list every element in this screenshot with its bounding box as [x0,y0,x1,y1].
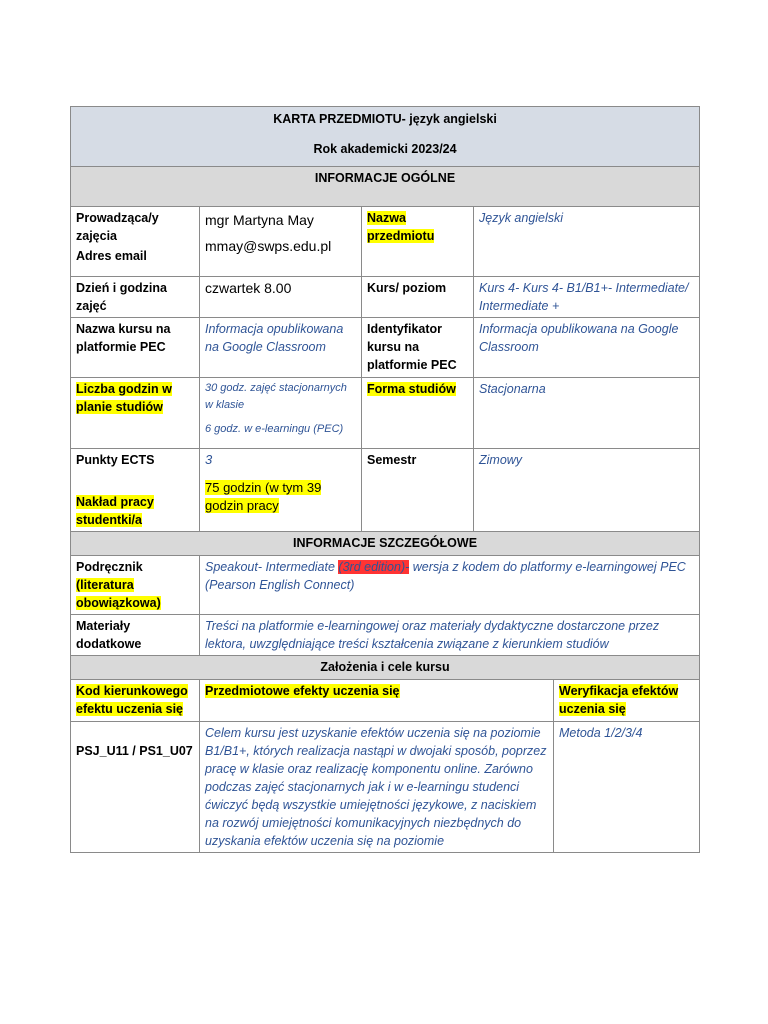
subject-label-cell [362,207,474,277]
day-value-cell [200,277,362,318]
course-label-cell [362,277,474,318]
teacher-label: Prowadząca/y zajęcia [76,211,159,243]
title-cell [71,107,700,167]
textbook-label: Podręcznik [76,560,143,574]
pec-id-value: Informacja opublikowana na Google Classroom [479,322,679,354]
day-label-cell [71,277,200,318]
course-value: Kurs 4- Kurs 4- B1/B1+- Intermediate/ Intermediate + [479,281,689,313]
textbook-value-edition: (3rd edition)- [338,560,410,574]
goals-col2-header-cell [200,680,554,722]
goals-code-cell [71,722,200,853]
subject-label: Nazwa przedmiotu [367,211,435,243]
teacher-label-cell [71,207,200,277]
day-label: Dzień i godzina zajęć [76,281,167,313]
goals-code: PSJ_U11 / PS1_U07 [76,744,193,758]
subject-value: Język angielski [479,211,564,225]
goals-verification-cell [554,722,700,853]
textbook-label-mandatory: (literatura obowiązkowa) [76,578,161,610]
pec-id-label-cell [362,318,474,378]
goals-section-title: Założenia i cele kursu [320,660,450,674]
goals-col2-header: Przedmiotowe efekty uczenia się [205,684,400,698]
document-title: KARTA PRZEDMIOTU- język angielski [273,112,497,126]
subject-value-cell [474,207,700,277]
academic-year: Rok akademicki 2023/24 [313,142,457,156]
pec-name-value: Informacja opublikowana na Google Classroom [205,322,344,354]
ects-label-cell [71,449,200,532]
workload-label: Nakład pracy studentki/a [76,487,194,527]
goals-col3-header: Weryfikacja efektów uczenia się [559,684,679,716]
goals-description: Celem kursu jest uzyskanie efektów uczenia się na poziomie B1/B1+, których realizacja nastąpi w dwojaki sposób, poprzez pracę w klasie oraz realizację komponentu online. Zarówno podczas zajęć stacjonarnych jak i w e-learningu studenci ćwiczyć będą wszystkie umiejętności językowe, z naciskiem na rozwój umiejętności komunikacyjnych niezbędnych do uzyskania efektów uczenia się na poziomie [205,726,547,848]
pec-id-value-cell [474,318,700,378]
semester-value: Zimowy [479,453,523,467]
textbook-value-cell [200,556,700,615]
ects-value-cell [200,449,362,532]
general-section-title: INFORMACJE OGÓLNE [314,171,456,185]
form-value-cell [474,378,700,449]
semester-label-cell [362,449,474,532]
email-label: Adres email [76,249,147,263]
hours-value-classroom: 30 godz. zajęć stacjonarnych w klasie [205,382,347,411]
teacher-name: mgr Martyna May [205,212,314,228]
workload-value: 75 godzin (w tym 39 godzin pracy [205,480,322,513]
goals-col1-header: Kod kierunkowego efektu uczenia się [76,684,188,716]
course-card [70,106,699,853]
pec-id-label: Identyfikator kursu na platformie PEC [367,322,457,372]
semester-label: Semestr [367,453,417,467]
textbook-value-rest: wersja z kodem do platformy e-learningowej PEC (Pearson English Connect) [205,560,686,592]
form-label-cell [362,378,474,449]
materials-value-cell [200,615,700,656]
materials-label: Materiały dodatkowe [76,619,142,651]
materials-value: Treści na platformie e-learningowej oraz materiały dydaktyczne dostarczone przez lektora, uwzględniające treści kształcenia związane z kierunkiem studiów [205,619,660,651]
hours-value-elearning: 6 godz. w e-learningu (PEC) [205,423,344,435]
pec-name-value-cell [200,318,362,378]
form-label: Forma studiów [367,382,456,396]
detail-section-title: INFORMACJE SZCZEGÓŁOWE [293,536,478,550]
ects-value: 3 [205,452,213,467]
pec-name-label: Nazwa kursu na platformie PEC [76,322,171,354]
day-value: czwartek 8.00 [205,280,292,296]
textbook-value-title: Speakout- Intermediate [205,560,339,574]
detail-section-header [71,532,700,556]
general-section-header [71,167,700,207]
goals-section-header [71,656,700,680]
goals-verification: Metoda 1/2/3/4 [559,726,643,740]
pec-name-label-cell [71,318,200,378]
course-label: Kurs/ poziom [367,281,447,295]
hours-label-cell [71,378,200,449]
goals-col3-header-cell [554,680,700,722]
goals-col1-header-cell [71,680,200,722]
semester-value-cell [474,449,700,532]
course-value-cell [474,277,700,318]
ects-label: Punkty ECTS [76,453,155,467]
hours-label: Liczba godzin w planie studiów [76,382,172,414]
hours-value-cell [200,378,362,449]
teacher-value-cell [200,207,362,277]
textbook-label-cell [71,556,200,615]
course-card-table [70,106,700,853]
form-value: Stacjonarna [479,382,546,396]
teacher-email[interactable]: mmay@swps.edu.pl [205,238,332,254]
goals-description-cell [200,722,554,853]
materials-label-cell [71,615,200,656]
